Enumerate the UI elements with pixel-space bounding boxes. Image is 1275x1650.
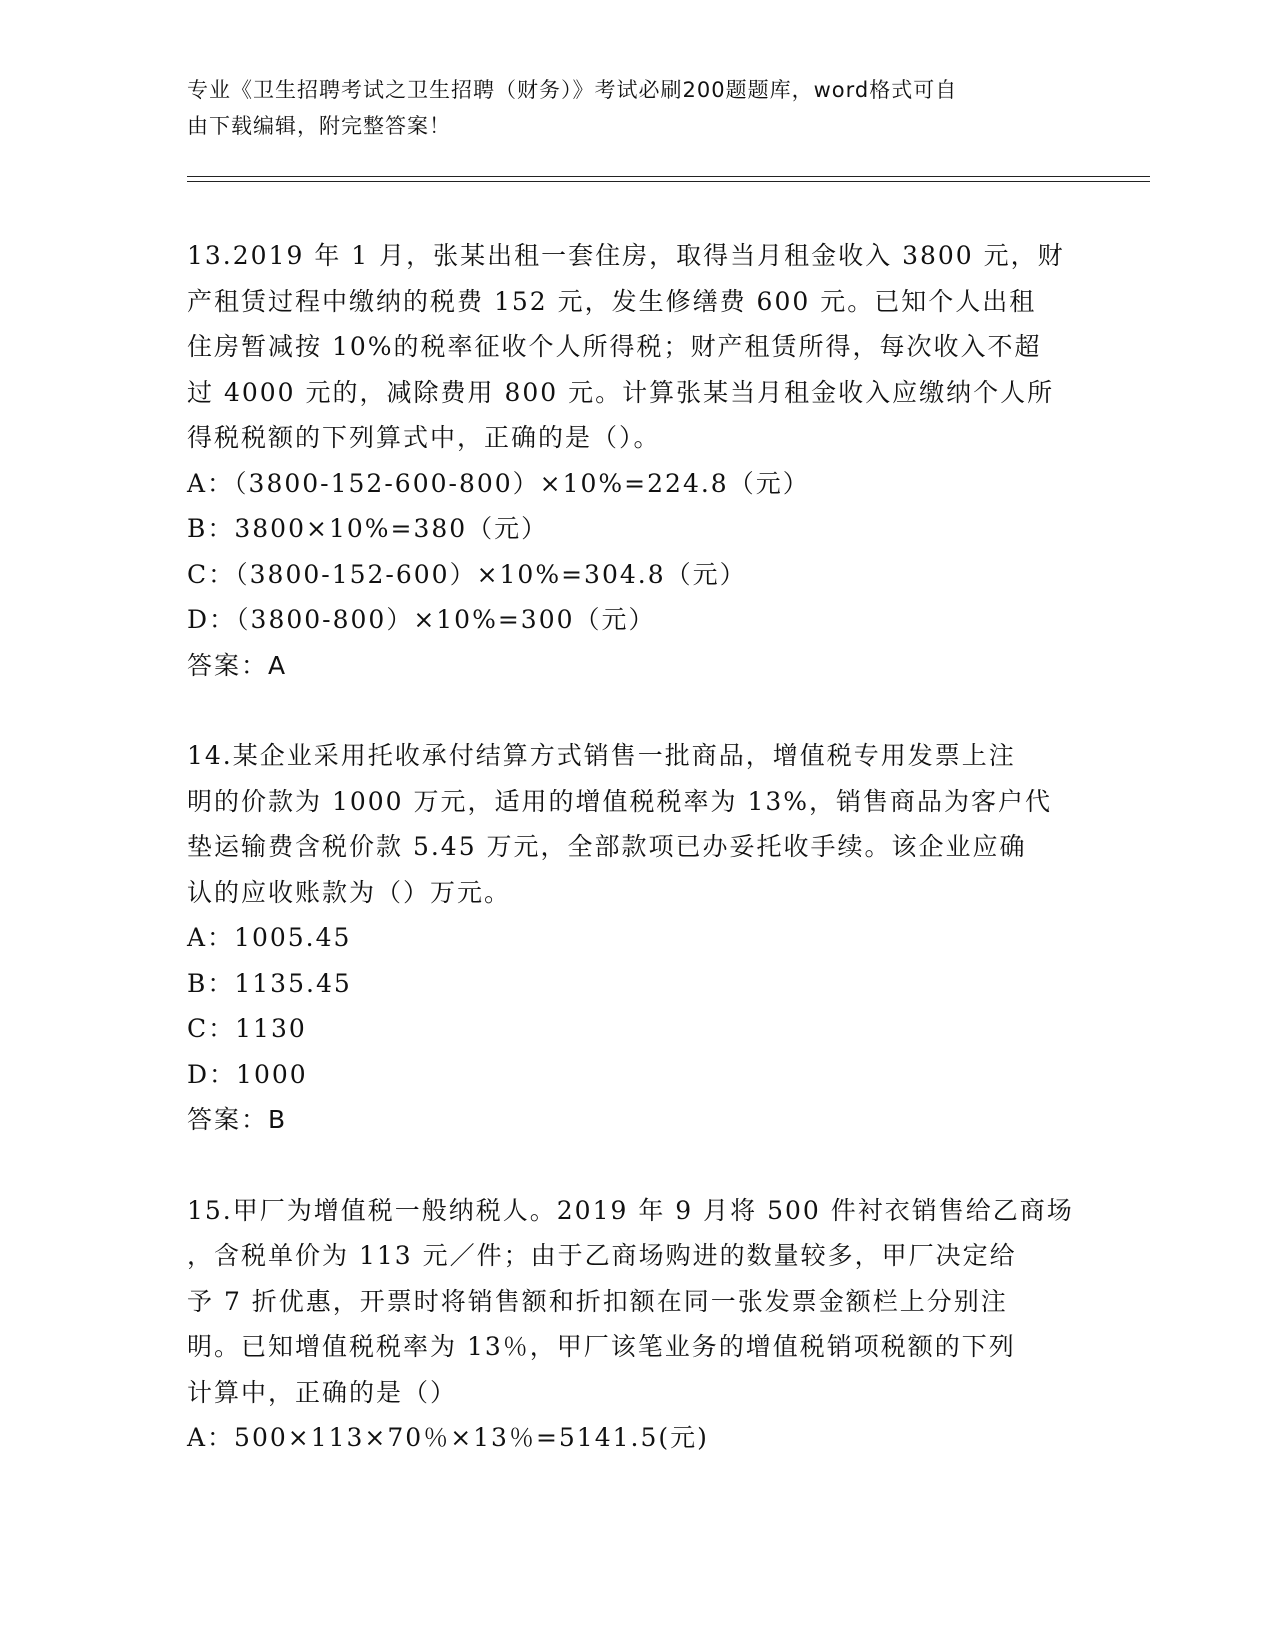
question-list bbox=[187, 233, 1087, 1506]
question-13 bbox=[187, 233, 1087, 688]
option-b: B：3800×10%=380（元） bbox=[187, 514, 549, 543]
answer: 答案：A bbox=[187, 650, 288, 680]
option-a: A：1005.45 bbox=[187, 923, 352, 952]
header-line-1: 专业《卫生招聘考试之卫生招聘（财务）》考试必刷200题题库，word格式可自 bbox=[187, 78, 958, 102]
question-text bbox=[187, 733, 1087, 915]
header-line-2: 由下载编辑，附完整答案！ bbox=[187, 114, 451, 138]
question-line: 产租赁过程中缴纳的税费 152 元，发生修缮费 600 元。已知个人出租 bbox=[187, 286, 1037, 316]
question-line: 计算中，正确的是（） bbox=[187, 1377, 458, 1407]
question-line: 14.某企业采用托收承付结算方式销售一批商品，增值税专用发票上注 bbox=[187, 741, 1016, 770]
question-line: 认的应收账款为（）万元。 bbox=[187, 877, 512, 907]
question-14 bbox=[187, 733, 1087, 1143]
question-line: 住房暂减按 10%的税率征收个人所得税；财产租赁所得，每次收入不超 bbox=[187, 332, 1042, 361]
question-line: 予 7 折优惠，开票时将销售额和折扣额在同一张发票金额栏上分别注 bbox=[187, 1286, 1008, 1316]
question-text bbox=[187, 1188, 1087, 1416]
question-line: ，含税单价为 113 元／件；由于乙商场购进的数量较多，甲厂决定给 bbox=[187, 1241, 1017, 1270]
option-d: D：1000 bbox=[187, 1059, 308, 1089]
question-line: 15.甲厂为增值税一般纳税人。2019 年 9 月将 500 件衬衣销售给乙商场 bbox=[187, 1195, 1074, 1225]
option-a: A：500×113×70％×13％=5141.5(元) bbox=[187, 1423, 709, 1452]
option-c: C：（3800-152-600）×10%=304.8（元） bbox=[187, 559, 747, 589]
option-a: A：（3800-152-600-800）×10%=224.8（元） bbox=[187, 468, 810, 498]
header-divider-bottom bbox=[187, 181, 1150, 182]
question-line: 明的价款为 1000 万元，适用的增值税税率为 13%，销售商品为客户代 bbox=[187, 786, 1053, 816]
answer: 答案：B bbox=[187, 1105, 288, 1134]
question-line: 明。已知增值税税率为 13％，甲厂该笔业务的增值税销项税额的下列 bbox=[187, 1332, 1016, 1361]
document-header bbox=[187, 72, 1067, 144]
question-line: 过 4000 元的，减除费用 800 元。计算张某当月租金收入应缴纳个人所 bbox=[187, 377, 1055, 407]
option-c: C：1130 bbox=[187, 1014, 307, 1043]
question-text bbox=[187, 233, 1087, 461]
option-d: D：（3800-800）×10%=300（元） bbox=[187, 605, 656, 634]
header-divider-top bbox=[187, 176, 1150, 177]
question-line: 垫运输费含税价款 5.45 万元，全部款项已办妥托收手续。该企业应确 bbox=[187, 832, 1027, 861]
question-line: 13.2019 年 1 月，张某出租一套住房，取得当月租金收入 3800 元，财 bbox=[187, 241, 1065, 270]
question-15 bbox=[187, 1188, 1087, 1461]
option-b: B：1135.45 bbox=[187, 968, 352, 998]
question-line: 得税税额的下列算式中，正确的是（）。 bbox=[187, 423, 661, 452]
